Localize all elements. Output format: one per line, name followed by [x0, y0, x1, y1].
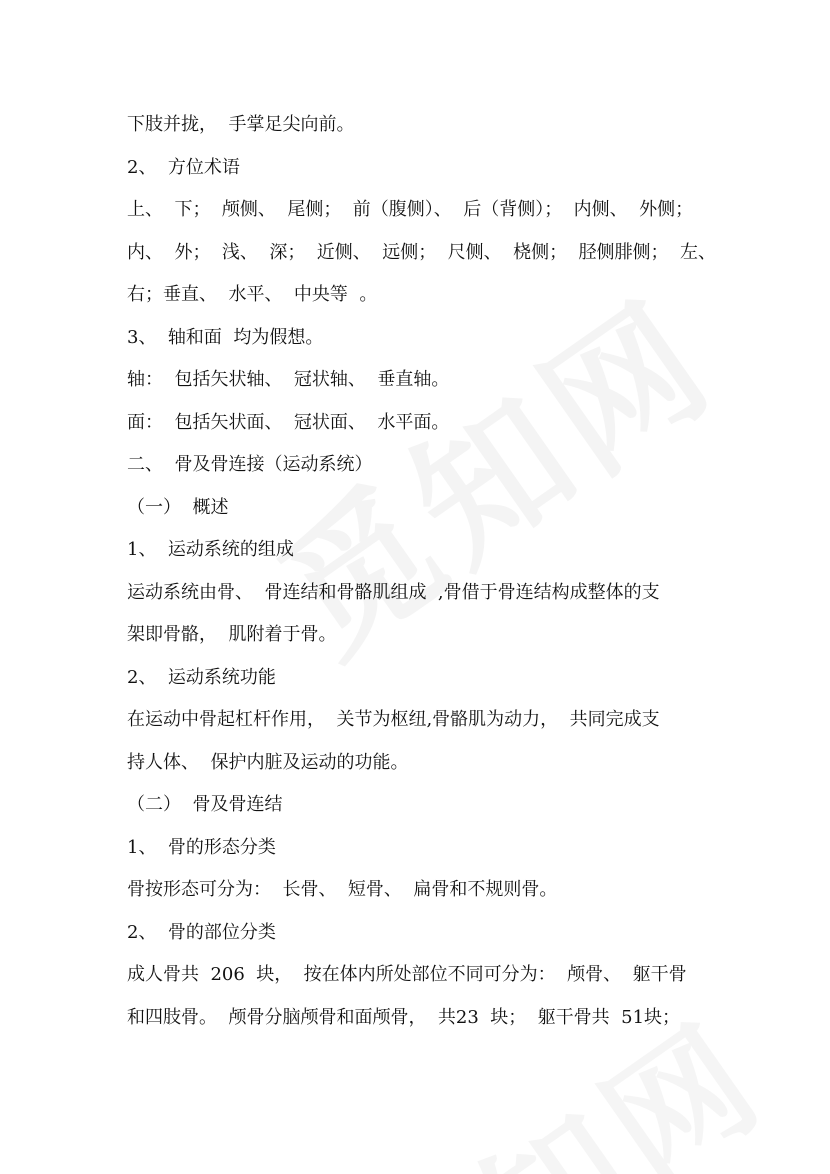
- text-line: 和四肢骨。 颅骨分脑颅骨和面颅骨， 共23 块； 躯干骨共 51块；: [127, 1006, 681, 1028]
- subsection-heading: （二） 骨及骨连结: [127, 794, 283, 815]
- text-line: 运动系统由骨、 骨连结和骨骼肌组成 ,骨借于骨连结构成整体的支: [127, 581, 660, 603]
- text-line: 成人骨共 206 块， 按在体内所处部位不同可分为： 颅骨、 躯干骨: [127, 964, 687, 985]
- section-heading: 2、 方位术语: [127, 156, 240, 178]
- section-heading: 1、 骨的形态分类: [127, 836, 276, 858]
- text-line: 持人体、 保护内脏及运动的功能。: [127, 751, 409, 773]
- section-heading: 3、 轴和面 均为假想。: [127, 326, 324, 348]
- document-body: [127, 112, 716, 1047]
- text-line: 内、 外； 浅、 深； 近侧、 远侧； 尺侧、 桡侧； 胫侧腓侧； 左、: [127, 241, 716, 263]
- text-line: 右；垂直、 水平、 中央等 。: [127, 284, 378, 305]
- text-line: 面： 包括矢状面、 冠状面、 水平面。: [127, 411, 450, 433]
- text-line: 在运动中骨起杠杆作用， 关节为枢纽,骨骼肌为动力， 共同完成支: [127, 709, 660, 730]
- text-line: 下肢并拢， 手掌足尖向前。: [127, 114, 355, 135]
- text-line: 轴： 包括矢状轴、 冠状轴、 垂直轴。: [127, 369, 450, 390]
- chapter-heading: 二、 骨及骨连接（运动系统）: [127, 454, 373, 475]
- subsection-heading: （一） 概述: [127, 496, 229, 518]
- text-line: 架即骨骼， 肌附着于骨。: [127, 624, 337, 645]
- text-line: 骨按形态可分为： 长骨、 短骨、 扁骨和不规则骨。: [127, 879, 558, 900]
- text-line: 上、 下； 颅侧、 尾侧； 前（腹侧）、 后（背侧）； 内侧、 外侧；: [127, 199, 694, 220]
- section-heading: 1、 运动系统的组成: [127, 539, 294, 560]
- section-heading: 2、 骨的部位分类: [127, 921, 276, 943]
- section-heading: 2、 运动系统功能: [127, 666, 276, 688]
